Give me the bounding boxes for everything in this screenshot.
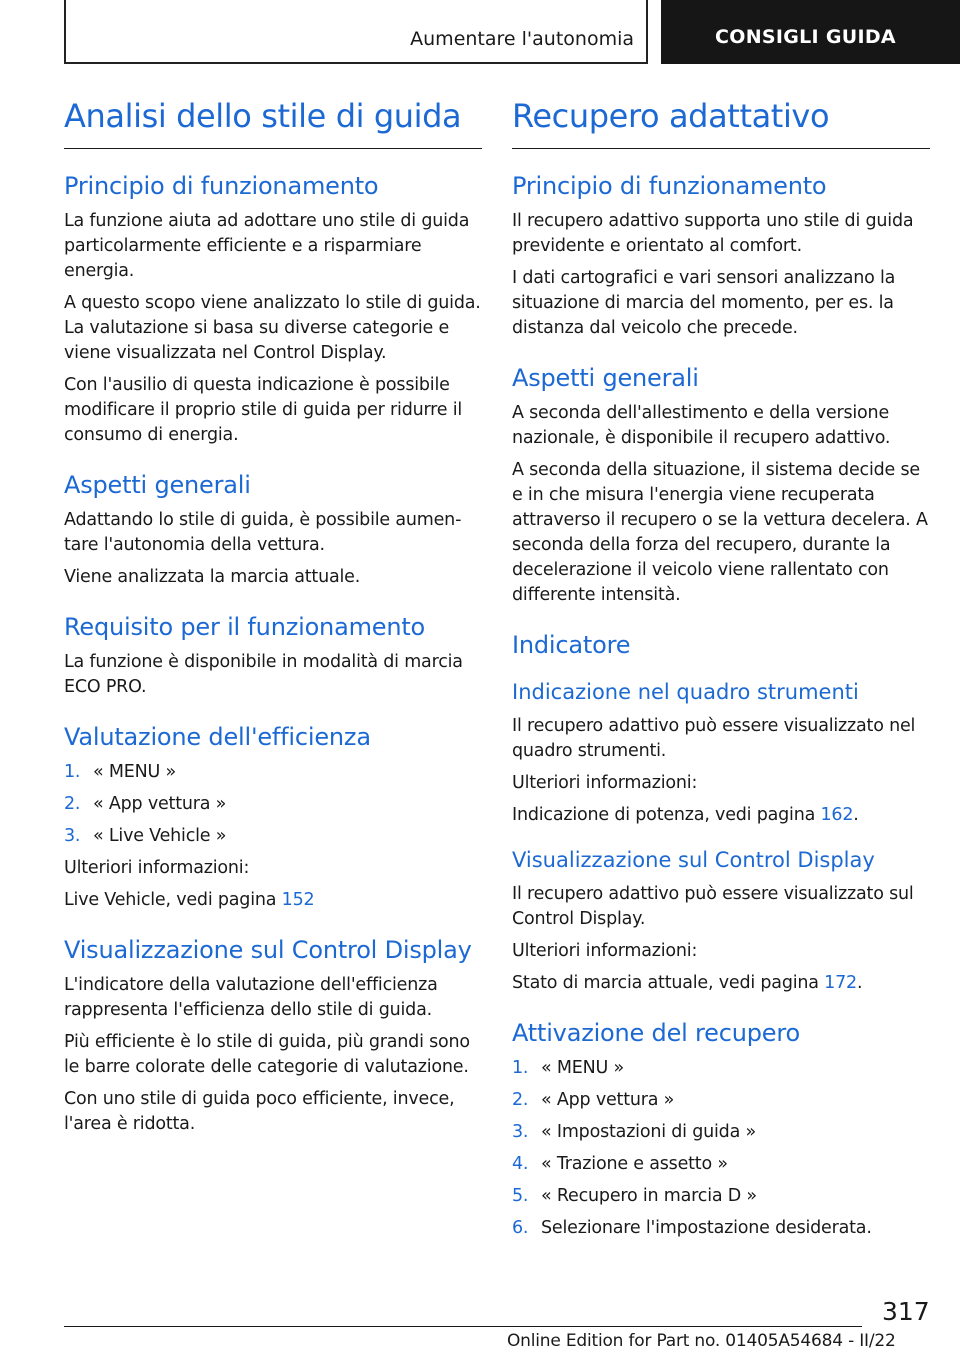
page-link-152[interactable]: 152 xyxy=(281,890,315,910)
list-item: 5. « Recupero in marcia D » xyxy=(512,1186,757,1206)
right-s1-p2: I dati cartografici e vari sensori analizzano la situazione di marcia del momento, per es. la distanza dal veicolo che precede. xyxy=(512,268,896,338)
right-column xyxy=(512,94,930,1248)
left-s2-heading: Aspetti generali xyxy=(64,471,251,499)
list-item: 2. « App vettura » xyxy=(64,794,227,814)
left-s5-heading: Visualizzazione sul Control Display xyxy=(64,936,472,964)
right-s3-sub2-heading: Visualizzazione sul Control Display xyxy=(512,848,875,872)
right-s3-sub2-more: Ulteriori informazioni: xyxy=(512,941,698,961)
left-column xyxy=(64,94,482,1144)
list-item: 6. Selezionare l'impostazione desiderata. xyxy=(512,1218,872,1238)
list-item: 1. « MENU » xyxy=(512,1058,624,1078)
left-page-title: Analisi dello stile di guida xyxy=(64,97,462,135)
right-steps-list xyxy=(512,1056,930,1241)
right-page-title: Recupero adattativo xyxy=(512,97,830,135)
left-s4-more: Ulteriori informazioni: xyxy=(64,858,250,878)
footer-edition: Online Edition for Part no. 01405A54684 - II/22 xyxy=(507,1331,896,1351)
right-s2-p2: A seconda della situazione, il sistema decide se e in che misura l'energia viene recuperata attraverso il recupero o se la vettura decelera. A seconda della forza del recupero, durante la decelerazione il veicolo viene rallentato con differente intensità. xyxy=(512,460,928,605)
left-s1-heading: Principio di funzionamento xyxy=(64,172,379,200)
right-s3-sub1-more: Ulteriori informazioni: xyxy=(512,773,698,793)
list-item: 3. « Live Vehicle » xyxy=(64,826,227,846)
right-s3-sub2-p1: Il recupero adattivo può essere visualizzato sul Control Display. xyxy=(512,884,914,929)
footer-divider xyxy=(64,1326,862,1327)
left-s2-p1: Adattando lo stile di guida, è possibile aumentare l'autonomia della vettura. xyxy=(64,510,462,555)
right-s3-sub1-ref: Indicazione di potenza, vedi pagina 162. xyxy=(512,805,859,825)
right-s1-heading: Principio di funzionamento xyxy=(512,172,827,200)
list-item: 1. « MENU » xyxy=(64,762,176,782)
left-s2-p2: Viene analizzata la marcia attuale. xyxy=(64,567,361,587)
right-s3-heading: Indicatore xyxy=(512,631,631,659)
header-section-box xyxy=(64,0,648,64)
left-s5-p2: Più efficiente è lo stile di guida, più grandi sono le barre colorate delle categorie di valutazione. xyxy=(64,1032,470,1077)
right-s1-p1: Il recupero adattivo supporta uno stile di guida previdente e orientato al comfort. xyxy=(512,211,914,256)
left-s4-ref: Live Vehicle, vedi pagina 152 xyxy=(64,890,315,910)
left-s4-heading: Valutazione dell'efficienza xyxy=(64,723,371,751)
right-s2-heading: Aspetti generali xyxy=(512,364,699,392)
left-s3-p1: La funzione è disponibile in modalità di marcia ECO PRO. xyxy=(64,652,463,697)
header-chapter-title: CONSIGLI GUIDA xyxy=(715,26,896,48)
left-s5-p3: Con uno stile di guida poco efficiente, invece, l'area è ridotta. xyxy=(64,1089,455,1134)
title-divider xyxy=(512,148,930,149)
list-item: 4. « Trazione e assetto » xyxy=(512,1154,728,1174)
page-link-172[interactable]: 172 xyxy=(824,973,857,993)
left-s3-heading: Requisito per il funzionamento xyxy=(64,613,426,641)
left-s5-p1: L'indicatore della valutazione dell'efficienza rappresenta l'efficienza dello stile di guida. xyxy=(64,975,438,1020)
left-steps-list xyxy=(64,760,482,849)
right-s3-sub2-ref: Stato di marcia attuale, vedi pagina 172. xyxy=(512,973,863,993)
header-chapter-box xyxy=(661,0,960,64)
right-s3-sub1-heading: Indicazione nel quadro strumenti xyxy=(512,680,859,704)
header-section-title: Aumentare l'autonomia xyxy=(410,28,634,50)
page-number: 317 xyxy=(882,1297,930,1326)
list-item: 2. « App vettura » xyxy=(512,1090,675,1110)
page-link-162[interactable]: 162 xyxy=(820,805,854,825)
right-s3-sub1-p1: Il recupero adattivo può essere visualizzato nel quadro strumenti. xyxy=(512,716,916,761)
left-s1-p3: Con l'ausilio di questa indicazione è possibile modificare il proprio stile di guida per ridurre il consumo di energia. xyxy=(64,375,463,445)
right-s2-p1: A seconda dell'allestimento e della versione nazionale, è disponibile il recupero adattivo. xyxy=(512,403,891,448)
left-s1-p2: A questo scopo viene analizzato lo stile di guida. La valutazione si basa su diverse categorie e viene visualizzata nel Control Display. xyxy=(64,293,481,363)
left-s1-p1: La funzione aiuta ad adottare uno stile di guida particolarmente efficiente e a risparmiare energia. xyxy=(64,211,470,281)
title-divider xyxy=(64,148,482,149)
list-item: 3. « Impostazioni di guida » xyxy=(512,1122,756,1142)
right-s4-heading: Attivazione del recupero xyxy=(512,1019,800,1047)
